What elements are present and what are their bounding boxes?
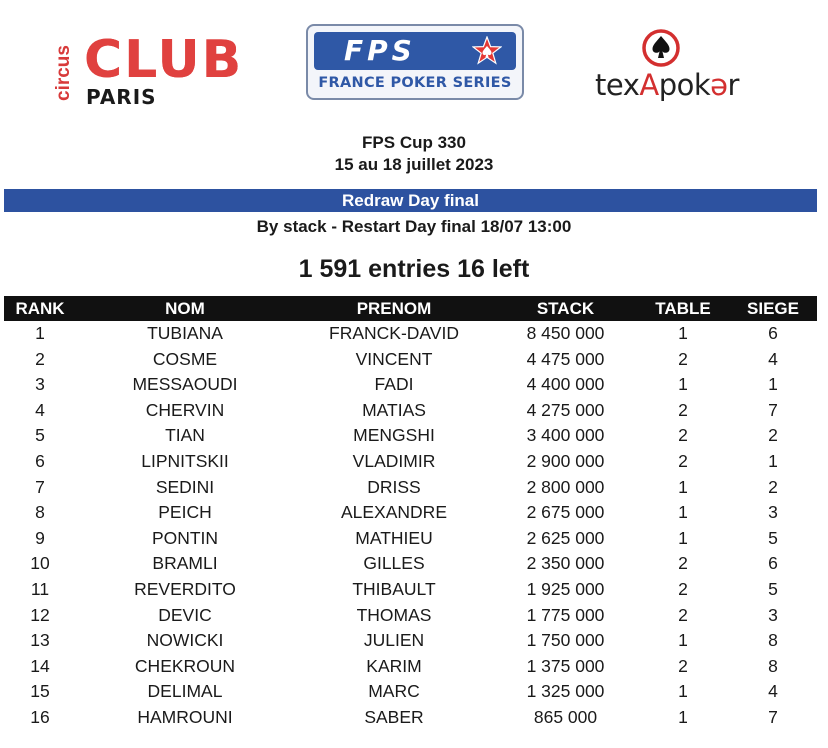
table-row [4, 398, 817, 424]
cell-siege: 8 [768, 630, 778, 651]
cell-stack: 2 625 000 [526, 527, 605, 548]
cell-siege: 7 [768, 706, 778, 727]
france-poker-series-logo [306, 24, 524, 100]
table-row [4, 603, 817, 629]
spade-circle-icon [641, 28, 681, 68]
cell-rank: 10 [30, 553, 50, 574]
texapoker-wordmark: texApokər [595, 68, 739, 102]
cell-nom: CHEKROUN [134, 655, 236, 676]
cell-table: 1 [678, 527, 688, 548]
cell-stack: 2 350 000 [526, 553, 605, 574]
cell-stack: 2 900 000 [526, 450, 605, 471]
cell-stack: 1 325 000 [526, 681, 605, 702]
cell-rank: 6 [35, 450, 45, 471]
cell-nom: HAMROUNI [137, 706, 233, 727]
cell-prenom: JULIEN [363, 630, 425, 651]
cell-rank: 4 [35, 399, 45, 420]
cell-prenom: MATIAS [362, 399, 426, 420]
cell-rank: 8 [35, 502, 45, 523]
circus-wordmark: circus [53, 45, 74, 101]
cell-table: 1 [678, 323, 688, 343]
cell-prenom: THOMAS [356, 604, 432, 625]
cell-table: 1 [678, 681, 688, 702]
fps-name: FRANCE POKER SERIES [318, 75, 512, 91]
cell-nom: REVERDITO [134, 578, 236, 599]
cell-rank: 7 [35, 476, 45, 497]
cell-siege: 2 [768, 476, 778, 497]
cell-rank: 16 [30, 706, 50, 727]
restart-subtitle: By stack - Restart Day final 18/07 13:00 [256, 217, 572, 236]
cell-table: 2 [678, 399, 688, 420]
cell-stack: 8 450 000 [526, 323, 605, 343]
cell-prenom: FRANCK-DAVID [329, 323, 459, 343]
club-wordmark: CLUB [84, 30, 244, 90]
cell-rank: 2 [35, 348, 45, 369]
cell-rank: 3 [35, 374, 45, 395]
cell-prenom: MARC [368, 681, 420, 702]
cell-nom: BRAMLI [152, 553, 218, 574]
table-row [4, 423, 817, 449]
cell-siege: 6 [768, 553, 778, 574]
cell-nom: COSME [152, 348, 218, 369]
event-name: FPS Cup 330 [362, 133, 466, 152]
cell-siege: 8 [768, 655, 778, 676]
cell-rank: 12 [30, 604, 50, 625]
cell-stack: 3 400 000 [526, 425, 605, 446]
cell-nom: PONTIN [151, 527, 219, 548]
header-stack: STACK [494, 296, 637, 321]
cell-rank: 14 [30, 655, 50, 676]
header-table: TABLE [637, 296, 729, 321]
cell-rank: 13 [30, 630, 50, 651]
cell-siege: 1 [768, 374, 778, 395]
cell-nom: TIAN [165, 425, 205, 446]
cell-nom: SEDINI [155, 476, 215, 497]
cell-rank: 15 [30, 681, 50, 702]
cell-stack: 4 275 000 [526, 399, 605, 420]
cell-table: 2 [678, 425, 688, 446]
cell-table: 2 [678, 553, 688, 574]
cell-nom: MESSAOUDI [132, 374, 238, 395]
cell-nom: NOWICKI [146, 630, 224, 651]
cell-prenom: ALEXANDRE [340, 502, 447, 523]
cell-nom: DELIMAL [147, 681, 223, 702]
table-row [4, 551, 817, 577]
table-header-row [4, 296, 817, 321]
cell-table: 1 [678, 706, 688, 727]
cell-siege: 7 [768, 399, 778, 420]
header-prenom: PRENOM [294, 296, 494, 321]
cell-table: 2 [678, 578, 688, 599]
cell-nom: CHERVIN [145, 399, 225, 420]
entries-count: 1 591 entries 16 left [298, 255, 530, 283]
cell-stack: 2 800 000 [526, 476, 605, 497]
cell-stack: 1 925 000 [526, 578, 605, 599]
header-siege: SIEGE [729, 296, 817, 321]
cell-nom: LIPNITSKII [141, 450, 229, 471]
cell-rank: 9 [35, 527, 45, 548]
cell-prenom: VLADIMIR [352, 450, 436, 471]
cell-table: 2 [678, 604, 688, 625]
table-row [4, 526, 817, 552]
cell-prenom: DRISS [367, 476, 421, 497]
cell-stack: 1 775 000 [526, 604, 605, 625]
table-row [4, 628, 817, 654]
cell-prenom: SABER [364, 706, 424, 727]
redraw-banner: Redraw Day final [4, 189, 817, 212]
cell-siege: 1 [768, 450, 778, 471]
cell-stack: 865 000 [533, 706, 598, 727]
spade-star-icon [472, 36, 502, 66]
cell-table: 1 [678, 476, 688, 497]
cell-table: 2 [678, 348, 688, 369]
cell-siege: 3 [768, 604, 778, 625]
circus-club-paris-logo [52, 30, 262, 109]
table-row [4, 654, 817, 680]
cell-siege: 5 [768, 527, 778, 548]
table-row [4, 347, 817, 373]
cell-stack: 2 675 000 [526, 502, 605, 523]
table-row [4, 372, 817, 398]
table-row [4, 449, 817, 475]
cell-siege: 4 [768, 681, 778, 702]
fps-band [314, 32, 516, 70]
cell-prenom: GILLES [363, 553, 425, 574]
cell-rank: 11 [30, 578, 50, 599]
cell-stack: 1 375 000 [526, 655, 605, 676]
cell-nom: TUBIANA [147, 323, 223, 343]
cell-siege: 3 [768, 502, 778, 523]
cell-table: 1 [678, 374, 688, 395]
cell-prenom: MENGSHI [353, 425, 435, 446]
cell-stack: 4 475 000 [526, 348, 605, 369]
cell-table: 1 [678, 630, 688, 651]
texapoker-logo [595, 28, 745, 108]
table-row [4, 321, 817, 347]
cell-siege: 2 [768, 425, 778, 446]
cell-prenom: THIBAULT [352, 578, 436, 599]
table-row [4, 679, 817, 705]
cell-nom: PEICH [158, 502, 212, 523]
cell-table: 1 [678, 502, 688, 523]
paris-wordmark: PARIS [86, 85, 157, 109]
cell-siege: 5 [768, 578, 778, 599]
cell-nom: DEVIC [158, 604, 212, 625]
cell-prenom: KARIM [366, 655, 422, 676]
cell-rank: 1 [35, 323, 45, 343]
seat-draw-table [4, 296, 817, 731]
cell-prenom: MATHIEU [355, 527, 433, 548]
cell-prenom: FADI [374, 374, 414, 395]
table-row [4, 475, 817, 501]
cell-stack: 4 400 000 [526, 374, 605, 395]
cell-prenom: VINCENT [355, 348, 433, 369]
header-nom: NOM [76, 296, 294, 321]
cell-table: 2 [678, 450, 688, 471]
cell-stack: 1 750 000 [526, 630, 605, 651]
cell-table: 2 [678, 655, 688, 676]
cell-rank: 5 [35, 425, 45, 446]
fps-wordmark: FPS [344, 34, 416, 67]
cell-siege: 6 [768, 323, 778, 343]
table-row [4, 577, 817, 603]
cell-siege: 4 [768, 348, 778, 369]
header-rank: RANK [4, 296, 76, 321]
event-dates: 15 au 18 juillet 2023 [334, 155, 494, 174]
table-row [4, 705, 817, 731]
table-row [4, 500, 817, 526]
